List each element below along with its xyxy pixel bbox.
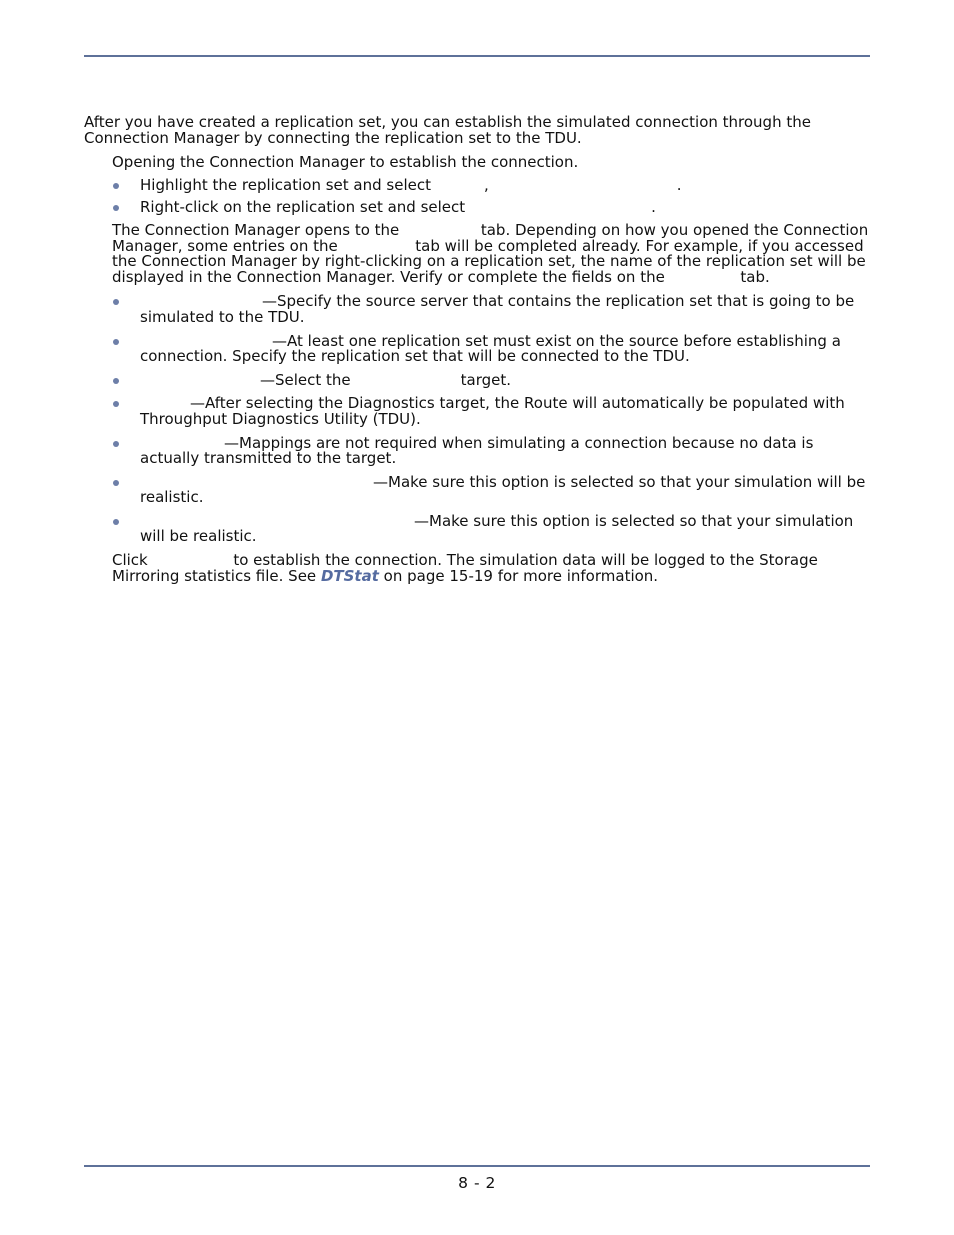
description-text: tab will be completed already. For example, if you accessed the Connection Manager by right-clicking on a replication set, the name of the replication set will be displayed in the Connection Manager. Verify or complete the fields on the: [112, 236, 866, 286]
page-number: 8 - 2: [458, 1174, 496, 1192]
open-options-list: [84, 175, 869, 217]
bullet-icon: [113, 378, 119, 384]
page-content: [84, 115, 869, 584]
header-rule: [84, 55, 870, 57]
list-item-text: target.: [460, 370, 512, 389]
list-item: [140, 396, 869, 427]
list-item-text: .: [651, 198, 656, 217]
list-item-text: —Select the: [260, 370, 351, 389]
list-item-text: —Mappings are not required when simulating a connection because no data is actually transmitted to the target.: [140, 433, 814, 468]
list-item-text: —Make sure this option is selected so that your simulation will be realistic.: [140, 511, 854, 546]
list-item-text: ,: [483, 175, 489, 194]
dtstat-link[interactable]: DTStat: [320, 566, 379, 585]
servers-tab-description: [112, 220, 869, 286]
bullet-icon: [113, 205, 119, 211]
final-text: on page 15-19 for more information.: [383, 566, 659, 585]
list-item: [140, 200, 869, 216]
list-item-text: Right-click on the replication set and select: [140, 198, 466, 217]
bullet-icon: [113, 480, 119, 486]
final-paragraph: [112, 553, 869, 584]
final-text: to establish the connection. The simulation data will be logged to the Storage Mirroring statistics file. See: [112, 551, 818, 585]
list-item-text: Highlight the replication set and select: [140, 175, 431, 194]
bullet-icon: [113, 401, 119, 407]
intro-paragraph: After you have created a replication set, you can establish the simulated connection through the Connection Manager by connecting the replication set to the TDU.: [84, 113, 811, 147]
list-item: [140, 370, 869, 389]
list-item: [140, 472, 869, 507]
list-item: [140, 433, 869, 468]
bullet-icon: [113, 339, 119, 345]
field-list: [84, 294, 869, 545]
list-item: [140, 175, 869, 194]
list-item-text: —At least one replication set must exist on the source before establishing a connection. Specify the replication set that will be connected to the TDU.: [140, 331, 841, 366]
final-text: Click: [112, 551, 148, 570]
bullet-icon: [113, 441, 119, 447]
list-item-text: —Specify the source server that contains the replication set that is going to be simulated to the TDU.: [140, 292, 855, 326]
list-item-text: .: [676, 175, 682, 194]
step-heading: Opening the Connection Manager to establish the connection.: [112, 153, 579, 172]
list-item: [140, 331, 869, 366]
description-text: The Connection Manager opens to the: [112, 220, 400, 239]
list-item-text: —After selecting the Diagnostics target, the Route will automatically be populated with Throughput Diagnostics Utility (TDU).: [140, 394, 845, 428]
bullet-icon: [113, 183, 119, 189]
list-item-text: —Make sure this option is selected so that your simulation will be realistic.: [140, 472, 866, 507]
list-item: [140, 294, 869, 325]
footer-rule: [84, 1165, 870, 1167]
bullet-icon: [113, 519, 119, 525]
description-text: tab. Depending on how you opened the Connection Manager, some entries on the: [112, 220, 869, 255]
list-item: [140, 511, 869, 546]
description-text: tab.: [740, 267, 770, 286]
bullet-icon: [113, 299, 119, 305]
